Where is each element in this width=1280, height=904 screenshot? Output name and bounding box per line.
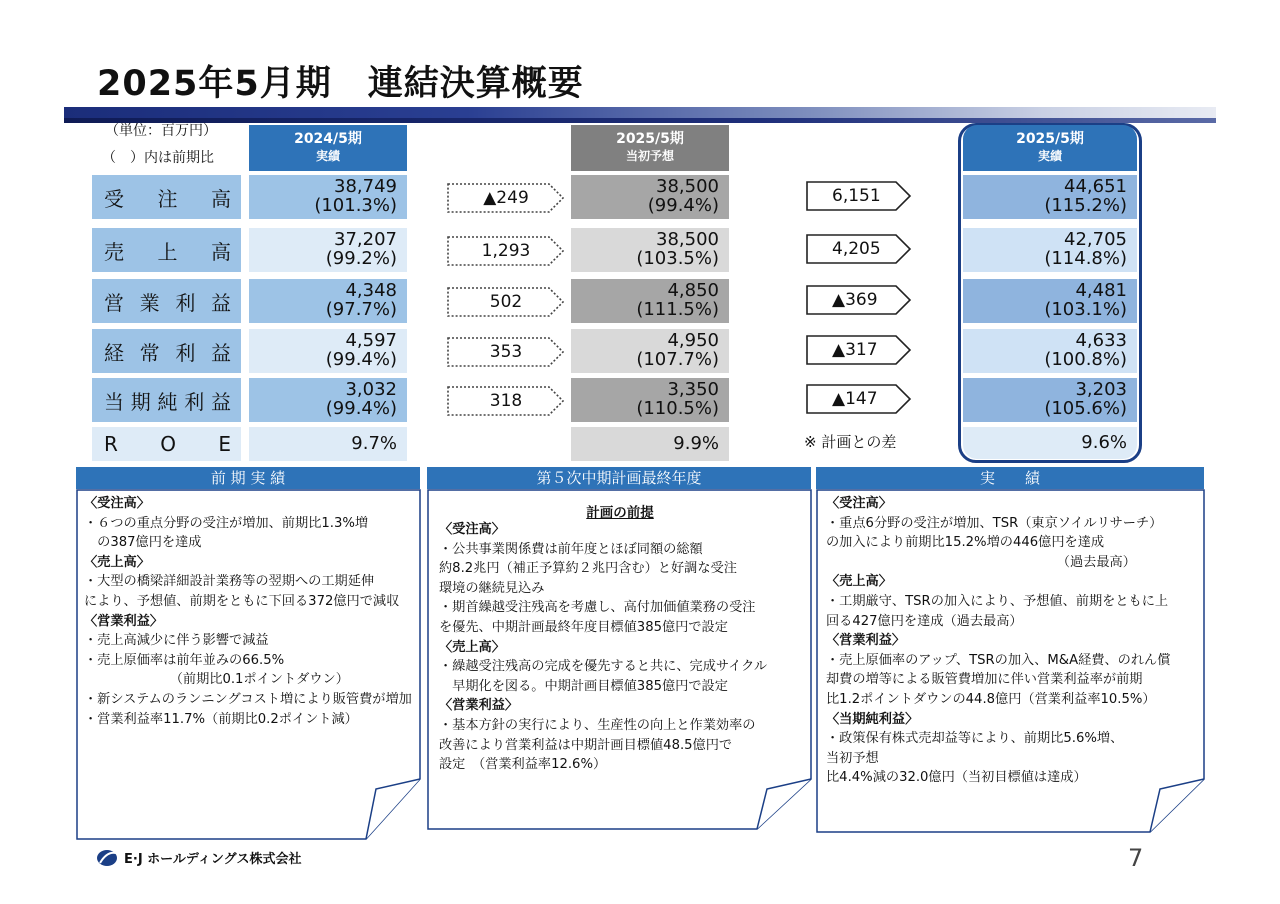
row-label-roe [92, 427, 241, 461]
panel-text-line: 回る427億円を達成（過去最高） [826, 613, 1023, 629]
panel-section-heading: 〈営業利益〉 [84, 613, 164, 629]
diff-prev-1-value: 1,293 [481, 241, 531, 261]
row-label-3 [92, 329, 241, 373]
diff-plan-2-value: ▲369 [832, 290, 878, 310]
plan-ratio: (111.5%) [636, 299, 719, 320]
company-name: E·J ホールディングス株式会社 [124, 852, 302, 867]
panel-text-line: の387億円を達成 [84, 535, 202, 551]
panel-text-line: を優先、中期計画最終年度目標値385億円で設定 [439, 619, 728, 635]
row-label-char: 業 [139, 290, 160, 315]
panel-section-heading: 〈受注高〉 [439, 522, 505, 537]
roe-prev: 9.7% [249, 427, 407, 461]
row-label-char: 経 [104, 340, 124, 365]
actual-ratio: (100.8%) [1044, 349, 1127, 370]
prev-ratio: (101.3%) [314, 195, 397, 216]
actual-ratio: (115.2%) [1044, 195, 1127, 216]
panel-text-line: （前期比0.1ポイントダウン） [84, 672, 349, 688]
plan-ratio: (107.7%) [636, 349, 719, 370]
panel-left-heading: 前 期 実 績 [76, 467, 420, 489]
actual-cell-3 [963, 329, 1137, 373]
row-label-char: 益 [210, 340, 231, 365]
panel-text-line: ・繰越受注残高の完成を優先すると共に、完成サイクル [439, 659, 768, 675]
actual-cell-4 [963, 378, 1137, 422]
panel-section-heading: 〈売上高〉 [439, 639, 505, 655]
row-label-2 [92, 279, 241, 323]
panel-middle-heading: 第５次中期計画最終年度 [427, 467, 811, 489]
plan-value: 38,500 [656, 229, 719, 250]
page-title: 2025年5月期 連結決算概要 [97, 64, 584, 104]
header-plan [571, 125, 729, 171]
row-label-char: E [218, 432, 231, 456]
prev-cell-4 [249, 378, 407, 422]
diff-plan-3-value: ▲317 [832, 340, 878, 360]
actual-value: 42,705 [1064, 229, 1127, 250]
prev-cell-1 [249, 228, 407, 272]
prev-value: 4,348 [345, 280, 397, 301]
panel-middle-text [439, 520, 767, 775]
row-label-char: 益 [210, 290, 231, 315]
header-actual [963, 125, 1137, 171]
prev-cell-2 [249, 279, 407, 323]
plan-ratio: (103.5%) [636, 248, 719, 269]
plan-value: 3,350 [667, 379, 719, 400]
panel-middle [427, 489, 813, 841]
row-label-char: 受 [104, 186, 124, 211]
plan-cell-2 [571, 279, 729, 323]
page-number: 7 [1128, 844, 1144, 872]
header-actual-line1: 2025/5期 [1016, 131, 1084, 147]
diff-prev-0 [447, 183, 565, 213]
panel-section-heading: 〈当期純利益〉 [826, 711, 919, 727]
company-logo [96, 848, 302, 867]
prev-value: 4,597 [345, 330, 397, 351]
row-label-char: 売 [104, 239, 124, 264]
plan-cell-4 [571, 378, 729, 422]
prev-value: 37,207 [334, 229, 397, 250]
header-plan-line1: 2025/5期 [616, 131, 684, 147]
panel-text-line: 早期化を図る。中期計画目標値385億円で設定 [439, 678, 728, 694]
actual-ratio: (105.6%) [1044, 398, 1127, 419]
roe-plan: 9.9% [571, 427, 729, 461]
plan-ratio: (110.5%) [636, 398, 719, 419]
diff-prev-2 [447, 287, 565, 317]
company-logo-icon [96, 849, 118, 867]
row-label-char: R [104, 432, 118, 456]
plan-cell-0 [571, 175, 729, 219]
panel-text-line: ・売上高減少に伴う影響で減益 [84, 633, 269, 649]
row-label-char: 注 [157, 186, 178, 211]
diff-prev-1 [447, 236, 565, 266]
actual-value: 44,651 [1064, 176, 1127, 197]
panel-text-line: （過去最高） [826, 554, 1136, 570]
plan-ratio: (99.4%) [647, 195, 719, 216]
panel-text-line: 約8.2兆円（補正予算約２兆円含む）と好調な受注 [439, 561, 737, 577]
row-label-char: 高 [211, 186, 231, 211]
plan-value: 4,850 [667, 280, 719, 301]
diff-prev-4 [447, 386, 565, 416]
row-label-char: 当 [104, 389, 124, 414]
header-actual-line2: 実績 [1037, 149, 1062, 163]
prev-ratio: (97.7%) [325, 299, 397, 320]
panel-middle-subheading: 計画の前提 [586, 505, 654, 521]
panel-text-line: 改善により営業利益は中期計画目標値48.5億円で [439, 737, 733, 753]
diff-plan-2 [806, 285, 912, 315]
panel-section-heading: 〈受注高〉 [826, 496, 892, 511]
row-label-char: 営 [104, 290, 124, 315]
prev-ratio: (99.4%) [325, 398, 397, 419]
panel-right-text [826, 494, 1170, 788]
prev-value: 38,749 [334, 176, 397, 197]
actual-value: 3,203 [1075, 379, 1127, 400]
row-label-char: 純 [157, 389, 178, 414]
panel-section-heading: 〈営業利益〉 [826, 633, 906, 649]
diff-prev-3-value: 353 [489, 342, 523, 362]
panel-text-line: ・政策保有株式売却益等により、前期比5.6%増、 [826, 731, 1124, 747]
prev-ratio: (99.4%) [325, 349, 397, 370]
panel-text-line: 却費の増等による販管費増加に伴い営業利益率が前期 [826, 672, 1143, 688]
header-plan-line2: 当初予想 [625, 149, 674, 163]
actual-ratio: (114.8%) [1044, 248, 1127, 269]
panel-text-line: ・売上原価率のアップ、TSRの加入、M&A経費、のれん償 [826, 652, 1171, 668]
diff-prev-0-value: ▲249 [483, 188, 529, 208]
header-prev-line2: 実績 [315, 149, 340, 163]
row-label-char: 利 [175, 290, 196, 315]
panel-section-heading: 〈受注高〉 [84, 496, 150, 511]
ratio-note-label: （ ）内は前期比 [102, 150, 214, 166]
plan-cell-1 [571, 228, 729, 272]
actual-value: 4,633 [1075, 330, 1127, 351]
panel-text-line: ・公共事業関係費は前年度とほぼ同額の総額 [439, 541, 703, 557]
header-prev-line1: 2024/5期 [294, 131, 362, 147]
panel-text-line: ・期首繰越受注残高を考慮し、高付加価値業務の受注 [439, 600, 756, 616]
diff-note: ※ 計画との差 [804, 433, 897, 451]
actual-value: 4,481 [1075, 280, 1127, 301]
diff-prev-3 [447, 337, 565, 367]
panel-text-line: ・売上原価率は前年並みの66.5% [84, 652, 285, 668]
row-label-char: 常 [139, 340, 160, 365]
diff-plan-3 [806, 335, 912, 365]
panel-left-text [84, 494, 412, 729]
actual-cell-1 [963, 228, 1137, 272]
panel-right-heading: 実 績 [816, 467, 1204, 489]
diff-plan-4 [806, 384, 912, 414]
plan-value: 38,500 [656, 176, 719, 197]
actual-cell-2 [963, 279, 1137, 323]
prev-cell-0 [249, 175, 407, 219]
roe-actual: 9.6% [963, 427, 1137, 459]
panel-text-line: ・営業利益率11.7%（前期比0.2ポイント減） [84, 711, 358, 727]
diff-plan-1-value: 4,205 [832, 239, 881, 259]
row-label-char: 益 [211, 389, 231, 414]
panel-section-heading: 〈売上高〉 [826, 574, 892, 590]
panel-text-line: ・新システムのランニングコスト増により販管費が増加 [84, 691, 412, 707]
row-label-char: 高 [211, 239, 231, 264]
diff-plan-0 [806, 181, 912, 211]
panel-text-line: ・大型の橋梁詳細設計業務等の翌期への工期延伸 [84, 574, 375, 590]
plan-cell-3 [571, 329, 729, 373]
row-label-char: 上 [157, 239, 178, 264]
diff-plan-1 [806, 234, 912, 264]
panel-text-line: 環境の継続見込み [439, 580, 545, 596]
actual-ratio: (103.1%) [1044, 299, 1127, 320]
diff-prev-4-value: 318 [489, 391, 523, 411]
actual-cell-0 [963, 175, 1137, 219]
panel-text-line: 比1.2ポイントダウンの44.8億円（営業利益率10.5%） [826, 691, 1156, 707]
diff-plan-4-value: ▲147 [832, 389, 878, 409]
prev-ratio: (99.2%) [325, 248, 397, 269]
panel-text-line: により、予想値、前期をともに下回る372億円で減収 [84, 593, 400, 609]
row-label-0 [92, 175, 241, 219]
panel-text-line: ・重点6分野の受注が増加、TSR（東京ソイルリサーチ） [826, 515, 1163, 531]
row-label-1 [92, 228, 241, 272]
row-label-char: 期 [130, 389, 151, 414]
panel-text-line: 比4.4%減の32.0億円（当初目標値は達成） [826, 770, 1087, 786]
plan-value: 4,950 [667, 330, 719, 351]
panel-text-line: 当初予想 [826, 750, 879, 766]
row-label-char: O [160, 432, 176, 456]
panel-text-line: 設定 （営業利益率12.6%） [439, 757, 607, 773]
panel-section-heading: 〈営業利益〉 [439, 698, 519, 714]
row-label-char: 利 [184, 389, 205, 414]
row-label-char: 利 [175, 340, 196, 365]
unit-label: （単位：百万円） [105, 123, 217, 139]
prev-cell-3 [249, 329, 407, 373]
prev-value: 3,032 [345, 379, 397, 400]
panel-text-line: ・６つの重点分野の受注が増加、前期比1.3%増 [84, 515, 369, 531]
panel-section-heading: 〈売上高〉 [84, 554, 150, 570]
diff-plan-0-value: 6,151 [832, 186, 881, 206]
panel-text-line: ・基本方針の実行により、生産性の向上と作業効率の [439, 717, 756, 733]
header-prev-actual [249, 125, 407, 171]
row-label-4 [92, 378, 241, 422]
diff-prev-2-value: 502 [489, 292, 523, 312]
panel-text-line: の加入により前期比15.2%増の446億円を達成 [826, 535, 1105, 551]
panel-right [816, 489, 1206, 841]
panel-text-line: ・工期厳守、TSRの加入により、予想値、前期をともに上 [826, 593, 1169, 609]
panel-left [76, 489, 422, 841]
